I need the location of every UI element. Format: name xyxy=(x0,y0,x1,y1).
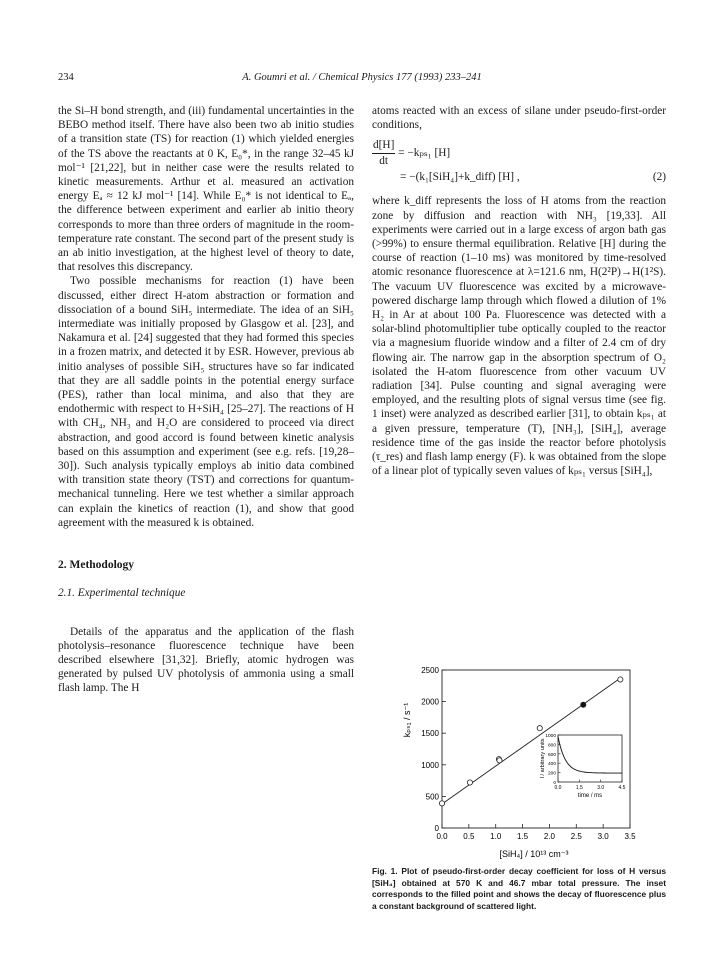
y-axis-label: kₚₛ₁ / s⁻¹ xyxy=(402,702,412,738)
paragraph-methods: where k_diff represents the loss of H atoms from the reaction zone by diffusion and reaction with NH₃ [19,33]. All experiments were carried out in a large excess of argon bath gas (>99%) to ensure thermal equilibration. Relative [H] during the course of reaction (1–10 ms) was monitored by time-resolved atomic resonance fluorescence at λ=121.6 nm, H(2²P)→H(1²S). The vacuum UV fluorescence was excited by a microwave-powered discharge lamp through which flowed a dilution of 1% H₂ in Ar at about 100 Pa. Fluorescence was detected with a solar-blind photomultiplier tube optically coupled to the reactor via a magnesium fluoride window and a filter of 2.4 cm of dry flowing air. The narrow gap in the absorption spectrum of O₂ isolated the H-atom fluorescence from other vacuum UV radiation [34]. Pulse counting and signal averaging were employed, and the resulting plots of signal versus time (see fig. 1 inset) were analyzed as described earlier [31], to obtain kₚₛ₁ at a given pressure, temperature (T), [NH₃], [SiH₄], average residence time of the gas inside the reactor before photolysis (τ_res) and flash lamp energy (F). k was obtained from the slope of a linear plot of typically seven values of kₚₛ₁ versus [SiH₄], xyxy=(372,195,666,478)
data-point xyxy=(439,801,444,806)
inset-frame xyxy=(558,735,622,782)
subsection-title: 2.1. Experimental technique xyxy=(58,587,186,600)
running-title: A. Goumri et al. / Chemical Physics 177 (1993) 233–241 xyxy=(242,72,482,83)
data-point xyxy=(618,677,623,682)
inset-x-tick-label: 3.0 xyxy=(597,785,605,791)
page-number: 234 xyxy=(58,72,74,83)
y-tick-label: 1500 xyxy=(421,729,439,739)
y-tick-label: 2000 xyxy=(421,697,439,707)
data-point xyxy=(497,758,502,763)
equation-rhs-2: = −(k₁[SiH₄]+k_diff) [H] , xyxy=(400,171,520,184)
x-tick-label: 1.0 xyxy=(490,832,502,841)
paragraph-intro: atoms reacted with an excess of silane under pseudo-first-order conditions, xyxy=(372,105,666,132)
figure-caption: Fig. 1. Plot of pseudo-first-order decay coefficient for loss of H versus [SiH₄] obtained at 570 K and 46.7 mbar total pressure. The inset corresponds to the filled point and shows the decay of fluorescence plus a constant background of scattered light. xyxy=(372,866,666,911)
x-tick-label: 2.0 xyxy=(543,832,555,841)
x-axis-label: [SiH₄] / 10¹³ cm⁻³ xyxy=(499,849,569,859)
y-tick-label: 500 xyxy=(425,792,439,802)
paragraph-1: the Si–H bond strength, and (iii) fundamental uncertainties in the BEBO method itself. There have also been two ab initio studies of a transition state (TS) for reaction (1) which yielded energies of the TS above the reactants at 0 K, E₀*, in the range 32–45 kJ mol⁻¹ [21,22], but in neither case were the results related to kinetic measurements. Arthur et al. measured an activation energy Eₐ ≈ 12 kJ mol⁻¹ [14]. While E₀* is not identical to Eₐ, the difference between experiment and earlier ab initio theory corresponds to more than three orders of magnitude in the room-temperature rate constant. The second part of the present study is an ab initio investigation, at the highest level of theory to date, that resolves this discrepancy. xyxy=(58,105,354,274)
x-tick-label: 0.5 xyxy=(463,832,475,841)
x-tick-label: 0.0 xyxy=(436,832,448,841)
data-point xyxy=(537,726,542,731)
equation-rhs-1: = −kₚₛ₁ [H] xyxy=(398,147,451,160)
data-point xyxy=(467,780,472,785)
equation-fraction xyxy=(372,138,395,169)
equation-2 xyxy=(372,138,666,188)
inset-y-tick-label: 1000 xyxy=(545,734,556,739)
inset-x-label: time / ms xyxy=(577,793,603,799)
inset-y-tick-label: 800 xyxy=(547,743,556,749)
equation-denominator: dt xyxy=(379,155,389,168)
figure-1-chart xyxy=(372,660,668,860)
x-tick-label: 3.0 xyxy=(597,832,609,841)
x-tick-label: 1.5 xyxy=(517,832,529,841)
inset-y-tick-label: 200 xyxy=(547,771,556,777)
page-header xyxy=(58,72,666,86)
inset-plot xyxy=(540,733,626,799)
x-tick-label: 2.5 xyxy=(570,832,582,841)
y-tick-label: 0 xyxy=(434,824,439,833)
x-tick-label: 3.5 xyxy=(624,832,636,841)
data-point-filled xyxy=(581,702,586,707)
right-column xyxy=(372,104,666,478)
y-tick-label: 1000 xyxy=(421,760,439,770)
inset-x-tick-label: 4.5 xyxy=(618,785,626,791)
inset-y-label: I / arbitrary units xyxy=(540,738,546,779)
y-tick-label: 2500 xyxy=(421,666,439,675)
inset-y-tick-label: 600 xyxy=(547,752,556,758)
equation-numerator: d[H] xyxy=(372,138,395,154)
left-column xyxy=(58,104,354,696)
inset-y-tick-label: 0 xyxy=(553,781,556,786)
inset-x-tick-label: 0.0 xyxy=(554,785,562,791)
figure-1 xyxy=(372,660,668,884)
inset-y-tick-label: 400 xyxy=(547,762,556,768)
paragraph-2: Two possible mechanisms for reaction (1) have been discussed, either direct H-atom abstraction or formation and dissociation of a bound SiH₅ intermediate. The idea of an SiH₅ intermediate was initially proposed by Glasgow et al. [23], and Nakamura et al. [24] suggested that they had formed this species in a frozen matrix, and detected it by ESR. However, previous ab initio analyses of possible SiH₅ structures have so far indicated that they are all saddle points in the potential energy surface (PES), rather than local minima, and also that they are endothermic with respect to H+SiH₄ [25–27]. The reactions of H with CH₄, NH₃ and H₂O are considered to proceed via direct abstraction, and good accord is found between kinetic analysis based on this assumption and experiment (see e.g. refs. [19,28–30]). Such analysis typically employs ab initio data combined with transition state theory (TST) and corrections for quantum-mechanical tunneling. Here we test whether a similar approach can explain the kinetics of reaction (1), and show that good agreement with the measured k is obtained. xyxy=(58,275,354,529)
equation-number: (2) xyxy=(652,171,666,184)
inset-x-tick-label: 1.5 xyxy=(575,785,583,791)
paragraph-3: Details of the apparatus and the application of the flash photolysis–resonance fluorescence technique have been described elsewhere [31,32]. Briefly, atomic hydrogen was generated by pulsed UV photolysis of ammonia using a small flash lamp. The H xyxy=(58,625,354,695)
section-title: 2. Methodology xyxy=(58,559,135,572)
